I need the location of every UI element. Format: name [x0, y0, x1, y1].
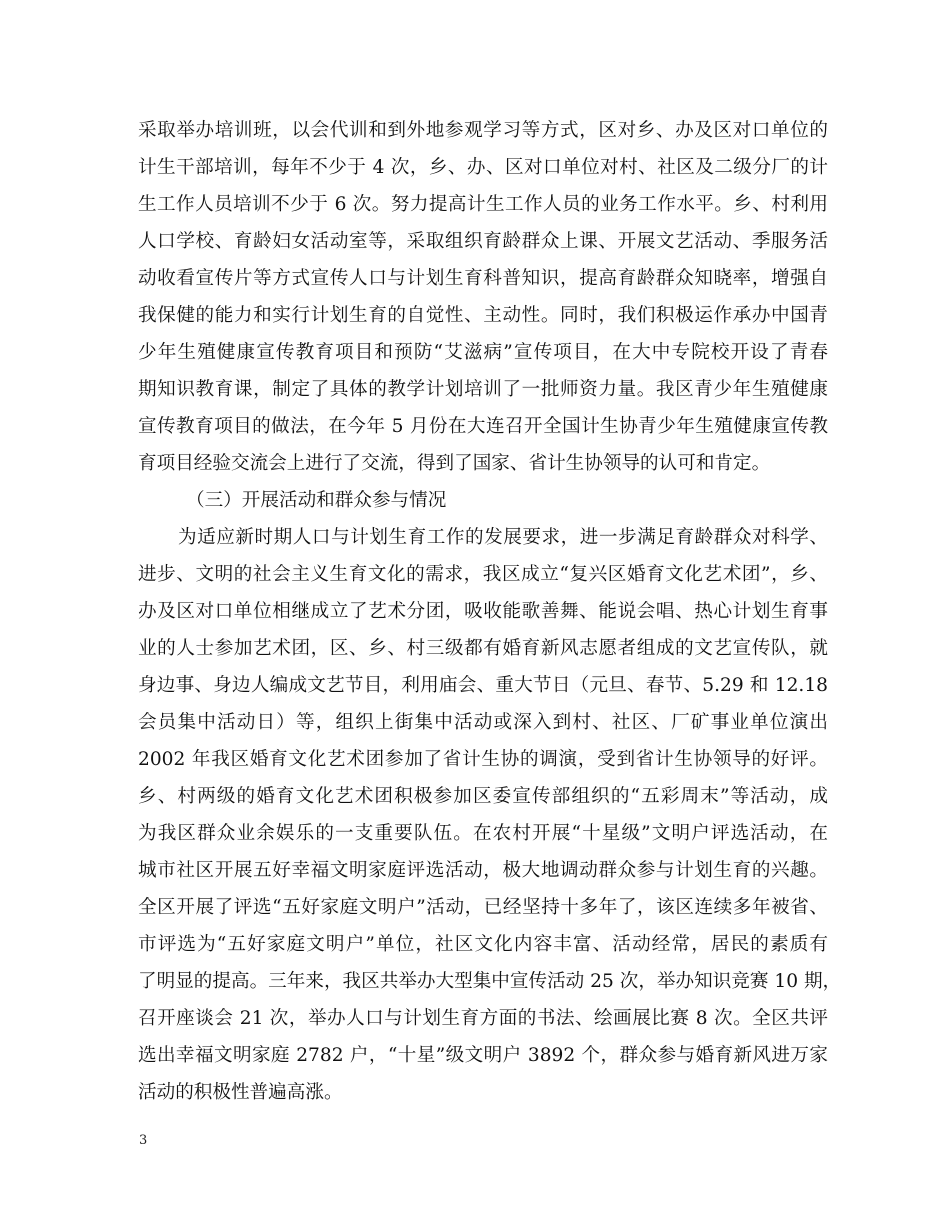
text-line: 城市社区开展五好幸福文明家庭评选活动，极大地调动群众参与计划生育的兴趣。 [138, 860, 828, 881]
body-text [138, 112, 842, 1111]
text-line: 动收看宣传片等方式宣传人口与计划生育科普知识，提高育龄群众知晓率，增强自 [138, 268, 828, 289]
text-line: 会员集中活动日）等，组织上街集中活动或深入到村、社区、厂矿事业单位演出 [138, 712, 828, 733]
text-line: 计生干部培训，每年不少于 4 次，乡、办、区对口单位对村、社区及二级分厂的计 [138, 157, 828, 178]
text-line: 少年生殖健康宣传教育项目和预防“艾滋病”宣传项目，在大中专院校开设了青春 [138, 342, 828, 363]
text-line: 为适应新时期人口与计划生育工作的发展要求，进一步满足育龄群众对科学、 [178, 527, 828, 548]
text-line: 活动的积极性普遍高涨。 [138, 1082, 343, 1103]
text-line: 进步、文明的社会主义生育文化的需求，我区成立“复兴区婚育文化艺术团”，乡、 [138, 564, 828, 585]
text-line: 宣传教育项目的做法，在今年 5 月份在大连召开全国计生协青少年生殖健康宣传教 [138, 416, 828, 437]
text-line: 人口学校、育龄妇女活动室等，采取组织育龄群众上课、开展文艺活动、季服务活 [138, 231, 828, 252]
text-line: 育项目经验交流会上进行了交流，得到了国家、省计生协领导的认可和肯定。 [138, 453, 771, 474]
text-line: 市评选为“五好家庭文明户”单位，社区文化内容丰富、活动经常，居民的素质有 [138, 934, 828, 955]
text-line: 采取举办培训班，以会代训和到外地参观学习等方式，区对乡、办及区对口单位的 [138, 120, 828, 141]
text-line: 我保健的能力和实行计划生育的自觉性、主动性。同时，我们积极运作承办中国青 [138, 305, 828, 326]
text-line: 全区开展了评选“五好家庭文明户”活动，已经坚持十多年了，该区连续多年被省、 [138, 897, 828, 918]
text-line: 办及区对口单位相继成立了艺术分团，吸收能歌善舞、能说会唱、热心计划生育事 [138, 601, 828, 622]
text-line: 期知识教育课，制定了具体的教学计划培训了一批师资力量。我区青少年生殖健康 [138, 379, 828, 400]
page-number: 3 [139, 1133, 148, 1148]
text-line: 乡、村两级的婚育文化艺术团积极参加区委宣传部组织的“五彩周末”等活动，成 [138, 786, 828, 807]
text-line: 生工作人员培训不少于 6 次。努力提高计生工作人员的业务工作水平。乡、村利用 [138, 194, 828, 215]
text-line: 2002 年我区婚育文化艺术团参加了省计生协的调演，受到省计生协领导的好评。 [138, 749, 828, 770]
text-line: 了明显的提高。三年来，我区共举办大型集中宣传活动 25 次，举办知识竞赛 10 期， [138, 971, 842, 992]
text-line: 选出幸福文明家庭 2782 户，“十星”级文明户 3892 个，群众参与婚育新风进万家 [138, 1045, 828, 1066]
section-heading: （三）开展活动和群众参与情况 [186, 490, 447, 511]
text-line: 业的人士参加艺术团，区、乡、村三级都有婚育新风志愿者组成的文艺宣传队，就 [138, 638, 828, 659]
text-line: 身边事、身边人编成文艺节目，利用庙会、重大节日（元旦、春节、5.29 和 12.18 [138, 675, 828, 696]
text-line: 召开座谈会 21 次，举办人口与计划生育方面的书法、绘画展比赛 8 次。全区共评 [138, 1008, 828, 1029]
text-line: 为我区群众业余娱乐的一支重要队伍。在农村开展“十星级”文明户评选活动，在 [138, 823, 828, 844]
